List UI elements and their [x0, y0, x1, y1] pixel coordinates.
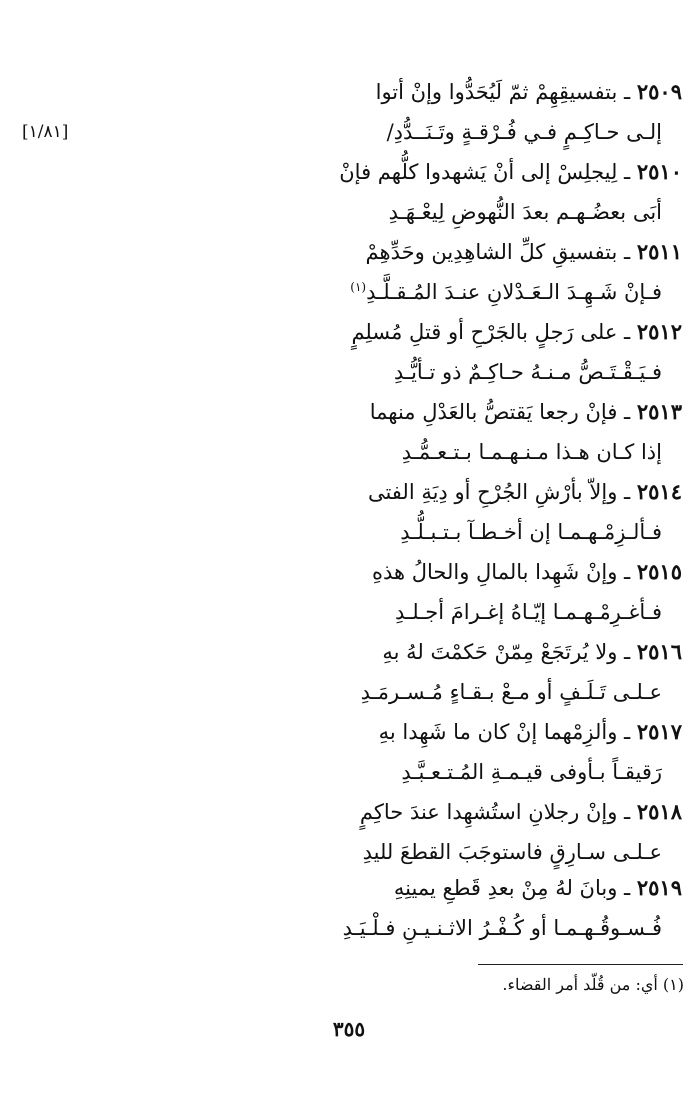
verse-number: ٢٥١٩	[636, 875, 682, 900]
hemistich-text: عـلـى سـارِقٍ فاستوجَبَ القطعَ لليدِ	[362, 840, 662, 864]
hemistich-text: عـلـى تَـلَـفٍ أو مـعْ بـقـاءٍ مُـسـرمَـدِ	[360, 680, 662, 704]
verse-2517	[22, 712, 682, 792]
verse-first-hemistich: ٢٥١٧ ـ وألزِمْهما إنْ كان ما شَهِدا بهِ	[378, 719, 682, 744]
hemistich-text: فإنْ رجعا يَقتصُّ بالعَدْلِ منهما	[369, 400, 618, 424]
verse-first-hemistich: ٢٥١٣ ـ فإنْ رجعا يَقتصُّ بالعَدْلِ منهما	[369, 399, 682, 424]
verse-2514	[22, 472, 682, 552]
verse-second-hemistich	[22, 192, 682, 232]
verse-first-hemistich: ٢٥٠٩ ـ بتفسيقِهِمْ ثمّ لَيُحَدُّوا وإنْ أتوا	[375, 79, 682, 104]
hemistich-text: فـإنْ شَـهِـدَ الـعَـدْلانِ عنـدَ المُـقـلَّـدِ	[366, 280, 662, 304]
verse-2509	[22, 72, 682, 152]
verse-second-hemistich	[22, 112, 682, 152]
verse-second-hemistich	[22, 592, 682, 632]
verse-2516	[22, 632, 682, 712]
hemistich-text: وإلاّ بأرْشِ الجُرْحِ أو دِيَةِ الفتى	[367, 480, 618, 504]
hemistich-text: فـألـزِمْـهـمـا إن أخـطـآ بـتـبـلُّـدِ	[400, 520, 662, 544]
hemistich-text: بتفسيقِهِمْ ثمّ لَيُحَدُّوا وإنْ أتوا	[375, 80, 618, 104]
hemistich-text: وبانَ لهُ مِنْ بعدِ قَطعِ يمينِهِ	[393, 876, 618, 900]
hemistich-text: إذا كـان هـذا مـنـهـمـا بـتـعـمُّـدِ	[401, 440, 662, 464]
hemistich-text: على رَجلٍ بالجَرْحِ أو قتلِ مُسلِمٍ	[351, 320, 618, 344]
verse-number: ٢٥١٨	[636, 799, 682, 824]
hemistich-text: ولا يُرتَجَعْ مِمّنْ حَكمْتَ لهُ بهِ	[382, 640, 618, 664]
hemistich-text: وإنْ رجلانِ استُشهِدا عندَ حاكِمٍ	[359, 800, 618, 824]
verse-2518	[22, 792, 682, 872]
footnote-divider	[478, 964, 683, 965]
hemistich-text: أبَى بعضُـهـم بعدَ النُّهوضِ لِيعْـهَـدِ	[388, 200, 662, 224]
verse-first-hemistich: ٢٥١٢ ـ على رَجلٍ بالجَرْحِ أو قتلِ مُسلِمٍ	[351, 319, 682, 344]
verse-second-hemistich	[22, 832, 682, 872]
hemistich-text: فـأغـرِمْـهـمـا إيّـاهُ إغـرامَ أجـلـدِ	[395, 600, 662, 624]
hemistich-text: لِيجلِسْ إلى أنْ يَشهدوا كلُّهم فإنْ	[339, 160, 618, 184]
verse-second-hemistich	[22, 432, 682, 472]
verse-second-hemistich	[22, 352, 682, 392]
verse-second-hemistich	[22, 512, 682, 552]
verse-2513	[22, 392, 682, 472]
hemistich-text: وإنْ شَهِدا بالمالِ والحالُ هذهِ	[372, 560, 618, 584]
verse-first-hemistich: ٢٥١٠ ـ لِيجلِسْ إلى أنْ يَشهدوا كلُّهم فإنْ	[339, 159, 682, 184]
hemistich-text: رَقيقـاً بـأوفى قيـمـةِ المُـتـعـبَّـدِ	[401, 760, 662, 784]
footnote-number: (١)	[662, 975, 684, 994]
footnote-marker: (١)	[350, 280, 367, 294]
verse-number: ٢٥١٤	[636, 479, 682, 504]
verse-2515	[22, 552, 682, 632]
hemistich-text: فُـسـوقُـهـمـا أو كُـفْـرُ الاثـنـيـنِ فـلْـيَـدِ	[342, 916, 662, 940]
verse-first-hemistich: ٢٥١٥ ـ وإنْ شَهِدا بالمالِ والحالُ هذهِ	[372, 559, 682, 584]
manuscript-reference: [١/٨١]	[22, 122, 69, 142]
verse-number: ٢٥١٢	[636, 319, 682, 344]
verse-2512	[22, 312, 682, 392]
footnote	[502, 970, 684, 1000]
footnote-text: أي: من قُلّد أمر القضاء.	[502, 975, 658, 994]
hemistich-text: وألزِمْهما إنْ كان ما شَهِدا بهِ	[378, 720, 618, 744]
verse-first-hemistich: ٢٥١١ ـ بتفسيقِ كلِّ الشاهِدِين وحَدِّهِمْ	[365, 239, 682, 264]
verse-2510	[22, 152, 682, 232]
verse-number: ٢٥١١	[636, 239, 682, 264]
page-number: ٣٥٥	[332, 1017, 366, 1041]
verse-2519	[22, 868, 682, 948]
verse-number: ٢٥١٠	[636, 159, 682, 184]
verse-second-hemistich	[22, 752, 682, 792]
verse-number: ٢٥١٥	[636, 559, 682, 584]
verse-number: ٢٥٠٩	[636, 79, 682, 104]
hemistich-text: بتفسيقِ كلِّ الشاهِدِين وحَدِّهِمْ	[365, 240, 618, 264]
verse-second-hemistich	[22, 272, 682, 312]
verse-first-hemistich: ٢٥١٩ ـ وبانَ لهُ مِنْ بعدِ قَطعِ يمينِهِ	[393, 875, 682, 900]
hemistich-text: إلـى حـاكِـمٍ فـي فُـرْقـةٍ وتَـنَــدُّدِ/	[386, 120, 662, 144]
verse-number: ٢٥١٧	[636, 719, 682, 744]
hemistich-text: فـيَـقْـتَـصُّ مـنـهُ حـاكِـمٌ ذو تـأيُّـدِ	[393, 360, 662, 384]
verse-number: ٢٥١٦	[636, 639, 682, 664]
verse-second-hemistich	[22, 672, 682, 712]
verse-second-hemistich	[22, 908, 682, 948]
verse-2511	[22, 232, 682, 312]
verse-number: ٢٥١٣	[636, 399, 682, 424]
verse-first-hemistich: ٢٥١٤ ـ وإلاّ بأرْشِ الجُرْحِ أو دِيَةِ الفتى	[367, 479, 682, 504]
verse-first-hemistich: ٢٥١٨ ـ وإنْ رجلانِ استُشهِدا عندَ حاكِمٍ	[359, 799, 682, 824]
verse-first-hemistich: ٢٥١٦ ـ ولا يُرتَجَعْ مِمّنْ حَكمْتَ لهُ بهِ	[382, 639, 682, 664]
